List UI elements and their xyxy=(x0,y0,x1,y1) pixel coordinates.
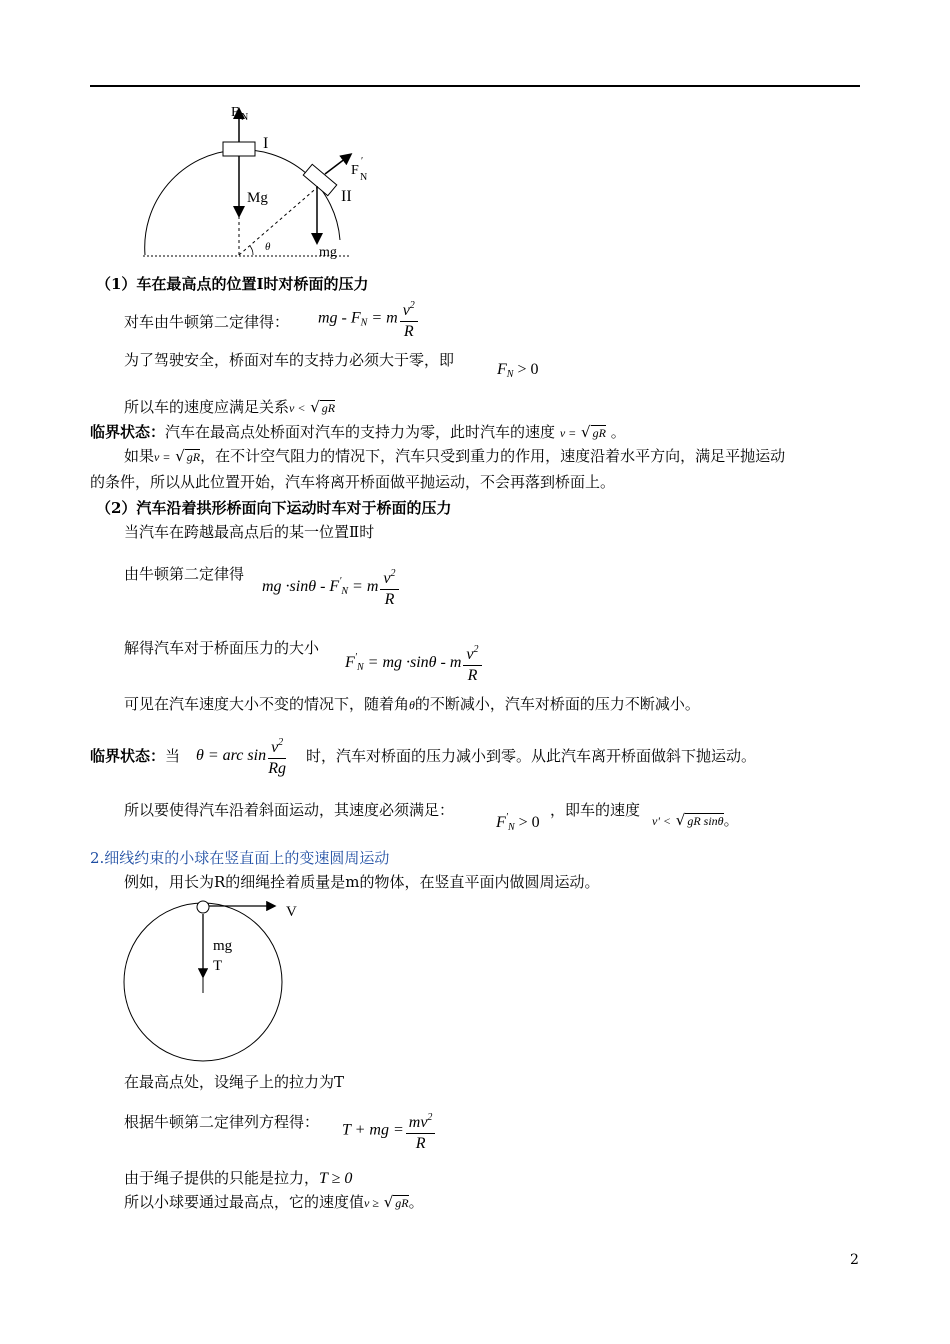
section3-line1: 例如，用长为R的细绳拴着质量是m的物体，在竖直平面内做圆周运动。 xyxy=(124,873,600,891)
section1-eq1-num: v xyxy=(402,302,410,319)
section2-eq4: v' < √ gR sinθ。 xyxy=(652,811,739,829)
section2-line4 xyxy=(124,694,700,715)
section2-line5: 所以要使得汽车沿着斜面运动，其速度必须满足： xyxy=(124,801,455,819)
section1-if-line: 如果v = √ gR，在不计空气阻力的情况下，汽车只受到重力的作用，速度沿着水平方向，满足平抛运动 xyxy=(124,447,786,465)
section1-eq2-sub: N xyxy=(506,369,514,380)
section1-line1-text: 对车由牛顿第二定律得： xyxy=(124,313,290,331)
section2-eq1-lhs: mg ·sinθ - F xyxy=(262,578,340,595)
section2-critical-frac: $\frac{v^2}{Rg}$ xyxy=(268,733,286,779)
section2-critical xyxy=(90,746,180,766)
section2-eq2-f: F xyxy=(345,654,355,671)
section2-eq1-sup: ′ xyxy=(339,576,342,587)
section2-line5-b xyxy=(550,800,640,820)
section2-heading: （2）汽车沿着拱形桥面向下运动时车对于桥面的压力 xyxy=(96,499,452,517)
section1-line2: 为了驾驶安全，桥面对车的支持力必须大于零，即 xyxy=(124,351,455,369)
section2-eq1-num: v xyxy=(383,570,391,588)
section1-eq1-frac: $\frac{v^2}{R}$ xyxy=(400,296,418,342)
section1-eq2-f: F xyxy=(497,361,507,378)
section2-line4-a: 可见在汽车速度大小不变的情况下，随着角 xyxy=(124,695,410,713)
section2-eq1-sub: N xyxy=(341,586,349,597)
section2-critical-eq-lhs: θ = arc sin xyxy=(196,747,267,764)
header-rule xyxy=(90,85,860,87)
section2-eq2-den: R xyxy=(467,667,478,685)
section1-eq2 xyxy=(497,360,538,385)
section1-eq1-rhs: = m xyxy=(371,309,398,327)
section1-heading: （1）车在最高点的位置Ⅰ时对桥面的压力 xyxy=(96,275,369,293)
section2-line5-b-text: ，即车的速度 xyxy=(550,801,641,819)
section1-eq1 xyxy=(318,296,420,344)
section3-line2: 在最高点处，设绳子上的拉力为T xyxy=(124,1073,345,1091)
velocity-label: V xyxy=(286,904,297,920)
section1-critical-eq-lhs: v = xyxy=(559,426,577,440)
section3-eq1-lhs: T + mg = xyxy=(342,1121,404,1139)
theta-arc xyxy=(250,246,253,255)
section1-critical-label: 临界状态： xyxy=(90,423,166,441)
section3-eq1-frac: $\frac{mv^2}{R}$ xyxy=(406,1108,436,1154)
section2-eq1 xyxy=(262,560,401,614)
fn-sub-label: N xyxy=(241,112,249,123)
section2-line4-theta: θ xyxy=(409,698,415,712)
mg-upper-label: Mg xyxy=(247,190,268,206)
fn-prime-sup-label: ′ xyxy=(361,156,364,167)
section1-if-eq-lhs: v = xyxy=(154,450,171,464)
section2-eq2-frac: $\frac{v^2}{R}$ xyxy=(463,640,481,686)
section2-line2: 由牛顿第二定律得 xyxy=(124,565,245,583)
section2-eq2-sup: ′ xyxy=(354,652,357,663)
tension-label: T xyxy=(213,958,223,974)
section2-critical-num: v xyxy=(271,739,279,757)
section1-line3: 所以车的速度应满足关系v < √ gR xyxy=(124,398,336,416)
section1-eq1-lhs: mg - F xyxy=(318,309,361,327)
section3-eq2: T ≥ 0 xyxy=(319,1170,353,1187)
section2-line4-b: 的不断减小，汽车对桥面的压力不断减小。 xyxy=(414,695,700,713)
section2-eq4-rad: gR sinθ xyxy=(687,814,724,828)
position-2-label: II xyxy=(341,188,352,205)
fn-label: F xyxy=(231,105,239,120)
theta-label: θ xyxy=(265,241,271,253)
section1-critical: 临界状态：汽车在最高点处桥面对汽车的支持力为零，此时汽车的速度 v = √ gR 。 xyxy=(90,423,626,441)
section3-line3: 根据牛顿第二定律列方程得： xyxy=(124,1113,320,1131)
section2-eq3-sup: ′ xyxy=(505,812,508,823)
section2-critical-prefix: 当 xyxy=(165,747,181,765)
section2-critical-den: Rg xyxy=(268,760,286,778)
bridge-force-diagram xyxy=(135,100,368,265)
section2-eq2-mid: = mg ·sinθ - m xyxy=(367,654,462,671)
mg-label: mg xyxy=(213,938,233,954)
section2-line1: 当汽车在跨越最高点后的某一位置Ⅱ时 xyxy=(124,523,375,541)
section2-eq2 xyxy=(345,636,484,690)
section3-line5-end: 。 xyxy=(408,1193,424,1211)
section2-critical-eq xyxy=(196,728,288,784)
section2-eq1-frac: $\frac{v^2}{R}$ xyxy=(380,564,398,610)
position-1-label: I xyxy=(263,135,269,152)
fn-prime-label: F xyxy=(351,163,359,178)
section2-eq4-lhs: v' < xyxy=(652,814,671,828)
section1-critical-eq-rad: gR xyxy=(592,426,606,440)
section3-heading: 2.细线约束的小球在竖直面上的变速圆周运动 xyxy=(90,849,390,867)
section2-eq2-num: v xyxy=(466,646,474,664)
section2-eq1-den: R xyxy=(384,591,395,609)
car-position-1 xyxy=(223,142,255,156)
section1-critical-end: 。 xyxy=(610,423,626,441)
section1-eq3-rad: gR xyxy=(321,401,336,415)
section3-eq1 xyxy=(342,1108,437,1154)
section1-if-line2: 的条件，所以从此位置开始，汽车将离开桥面做平抛运动，不会再落到桥面上。 xyxy=(90,473,616,491)
section1-line3-text: 所以车的速度应满足关系 xyxy=(124,398,290,416)
section1-eq2-rhs: > 0 xyxy=(517,361,539,378)
section1-critical-text: 汽车在最高点处桥面对汽车的支持力为零，此时汽车的速度 xyxy=(165,423,556,441)
section3-line5: 所以小球要通过最高点，它的速度值v ≥ √ gR。 xyxy=(124,1193,424,1211)
section2-eq3-f: F xyxy=(496,814,506,831)
section2-line5-end: 。 xyxy=(723,811,739,829)
normal-force-arrow-2 xyxy=(325,155,350,174)
section1-if-prefix: 如果 xyxy=(124,447,155,465)
section1-if-text: ，在不计空气阻力的情况下，汽车只受到重力的作用，速度沿着水平方向，满足平抛运动 xyxy=(200,447,786,465)
section1-if-eq-rad: gR xyxy=(186,450,201,464)
section2-eq3-sub: N xyxy=(507,822,515,833)
section3-eq3-lhs: v ≥ xyxy=(364,1196,379,1210)
section3-eq1-den: R xyxy=(415,1135,426,1152)
section2-eq3 xyxy=(496,808,540,838)
section2-eq2-sub: N xyxy=(356,662,364,673)
mg-lower-label: mg xyxy=(319,245,337,260)
ball xyxy=(197,901,209,913)
section3-line4-text: 由于绳子提供的只能是拉力， xyxy=(124,1169,320,1187)
section2-line3: 解得汽车对于桥面压力的大小 xyxy=(124,639,320,657)
section3-eq1-num: mv xyxy=(408,1114,428,1131)
section1-line1 xyxy=(124,312,289,332)
page-number: 2 xyxy=(850,1252,859,1268)
section3-eq3-rad: gR xyxy=(395,1196,409,1210)
section3-line5-text: 所以小球要通过最高点，它的速度值 xyxy=(124,1193,365,1211)
section1-eq3-lhs: v < xyxy=(289,401,306,415)
section1-eq1-den: R xyxy=(403,323,414,340)
section2-critical-text: 时，汽车对桥面的压力减小到零。从此汽车离开桥面做斜下抛运动。 xyxy=(306,747,757,765)
circular-motion-diagram xyxy=(118,894,318,1074)
fn-prime-sub-label: N xyxy=(360,172,368,183)
section1-eq1-sub: N xyxy=(360,317,368,329)
section3-line4 xyxy=(124,1168,352,1189)
section2-eq3-rhs: > 0 xyxy=(518,814,540,831)
section2-critical-label: 临界状态： xyxy=(90,747,166,765)
section2-eq1-rhs: = m xyxy=(352,578,379,595)
